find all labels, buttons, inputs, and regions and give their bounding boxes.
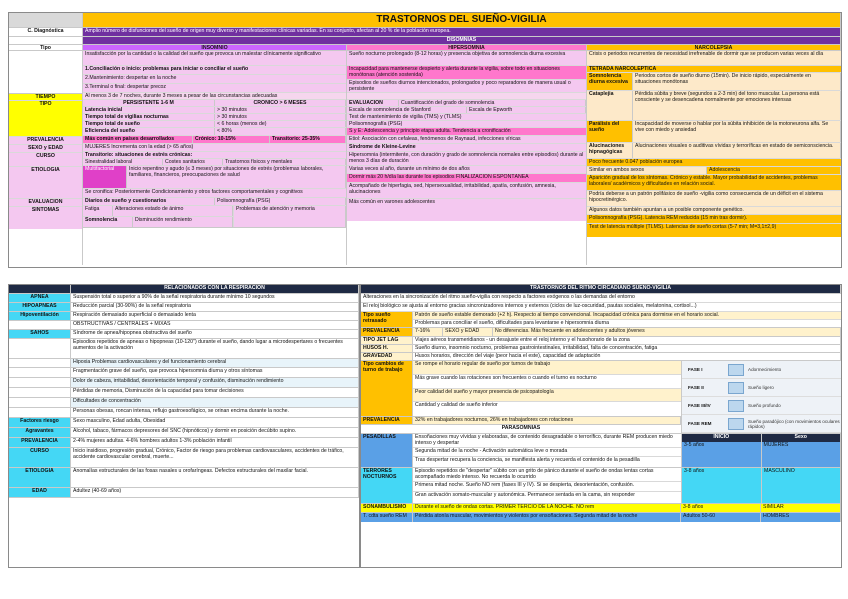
kl-title: Síndrome de Kleine-Levine	[347, 144, 586, 152]
sleep-figure-icon	[728, 400, 744, 412]
resp-row-text: Respiración demasiado superficial o demasiado lenta	[71, 312, 359, 320]
sexo-header: Sexo	[762, 434, 842, 442]
resp-row	[9, 448, 359, 468]
pes-sexo: MUJERES	[762, 442, 842, 467]
resp-row-text: Dificultades de concentración	[71, 398, 359, 407]
inicio-header: INICIO	[682, 434, 762, 442]
camb-label: Tipo cambios de turno de trabajo	[361, 361, 413, 416]
disomnias-header: DISOMNIAS	[83, 37, 841, 44]
resp-row	[9, 488, 359, 498]
resp-row-text: 2-4% mujeres adultas. 4-6% hombres adultos 1-3% población infantil	[71, 438, 359, 447]
fase-label: FASE I	[688, 367, 703, 372]
resp-row-text: OBSTRUCTIVAS / CENTRALES + MIXAS	[71, 321, 359, 329]
nar-poli: Polisomnografía (PSG). Latencia REM reducida (15 min tras dormir).	[587, 215, 841, 224]
sexo-label: SEXO y EDAD	[9, 145, 82, 153]
insomnio-header: INSOMNIO	[83, 45, 347, 50]
kl-3: Dormir más 20 h/día las durante los episodios FINALIZACIÓN ESPONTÁNEA	[347, 174, 586, 183]
tiempo-text: Al menos 3 de 7 noches, durante 3 meses a pesar de las circunstancias adecuadas	[83, 93, 346, 100]
eval-h-label: EVALUACIÓN	[347, 100, 399, 106]
resp-row-label	[9, 378, 71, 387]
resp-row	[9, 468, 359, 488]
prev-text: Más común en países desarrollados	[83, 136, 193, 143]
resp-row-text: Sexo masculino, Edad adulta, Obesidad	[71, 418, 359, 427]
resp-row	[9, 321, 359, 330]
resp-row	[9, 438, 359, 448]
resp-row-label: Factores riesgo	[9, 418, 71, 427]
resp-row-label	[9, 339, 71, 358]
cronico: CRÓNICO > 6 MESES	[215, 100, 346, 106]
fase-label: FASE II	[688, 385, 704, 390]
curso-c: Trastornos físicos y mentales	[223, 159, 346, 165]
sexo-text: MUJERES Incrementa con la edad (> 65 años)	[83, 144, 346, 152]
tlms: Test de mantenimiento de vigilia (TMS) y (TLMS)	[347, 114, 586, 121]
sint-e: Disminución rendimiento	[133, 217, 233, 227]
etio-label: ETIOLOGÍA	[9, 167, 82, 199]
pes-1: Ensoñaciones muy vívidas y elaboradas, de contenido desagradable o terrorífico, durante REM producen miedo intenso y despertar	[413, 434, 681, 448]
som-text: Periodos cortos de sueño diurno (15min). De inicio rápido, especialmente en situaciones monótonas	[633, 73, 841, 90]
resp-row	[9, 398, 359, 408]
ins-2: 2.Mantenimiento: despertar en la noche	[83, 75, 346, 84]
resp-row	[9, 303, 359, 312]
resp-row-text: Anomalías estructurales de las fosas nasales u orofaríngeas. Defectos estructurales del maxilar facial.	[71, 468, 359, 487]
tipo-label: Tipo	[9, 45, 83, 50]
resp-row-label	[9, 368, 71, 377]
som-label: Somnolencia diurna excesiva	[587, 73, 633, 90]
sleep-figure-icon	[728, 382, 744, 394]
sint-a: Fatiga	[83, 206, 113, 216]
nar-etio: Podría deberse a un patrón polifásico de sueño -vigilia como consecuencia de un déficit en el sistema hipocretinérgico.	[587, 191, 841, 207]
etio-c: Se cronifica: Posteriormente Condicionamiento y otros factores comportamentales y cognitivos	[83, 189, 346, 198]
resp-row-text: Dolor de cabeza, irritabilidad, desorientación temporal y confusión, disminución rendimiento	[71, 378, 359, 387]
epworth: Escala de Epworth	[467, 107, 586, 113]
resp-row-text: Adultez (40-69 años)	[71, 488, 359, 497]
persistente: PERSISTENTE 1-6 M	[83, 100, 215, 106]
tcs-inicio: Adultos 50-60	[681, 513, 761, 522]
fase-row	[682, 379, 841, 397]
resp-row	[9, 408, 359, 418]
evalu-label: EVALUACIÓN	[9, 199, 82, 207]
tcs-label: T. cdta sueño REM	[361, 513, 413, 522]
lat-value: > 30 minutos	[215, 107, 346, 113]
resp-row-text: Inicio insidioso, progresión gradual, Crónico, Factor de riesgo para problemas cardiovasculares, accidentes de tráfico, accidente cardiovascular cerebral, muerte...	[71, 448, 359, 467]
cronico-pct: Crónico: 10-15%	[193, 136, 270, 143]
fase-row	[682, 397, 841, 415]
resp-row	[9, 418, 359, 428]
resp-row	[9, 330, 359, 339]
stanford: Escala de somnolencia de Stanford	[347, 107, 467, 113]
nar-prev: Poco frecuente 0.047 población europea	[587, 159, 841, 167]
alu-label: Alucinaciones hipnagógicas	[587, 143, 633, 158]
ter-label: TERRORES NOCTURNOS	[361, 468, 413, 503]
kl-4: Acompañado de hiperfagia, sed, hipersexualidad, irritabilidad, apatía, confusión, amnesia, alucinaciones	[347, 183, 586, 199]
resp-row	[9, 339, 359, 359]
fase-label: FASE III/IV	[688, 403, 711, 408]
resp-row-label: CURSO	[9, 448, 71, 467]
resp-row-label	[9, 321, 71, 329]
resp-row	[9, 368, 359, 378]
nar-1: Crisis o periodos recurrentes de necesidad irrefrenable de dormir que se producen varias veces al día	[587, 51, 841, 66]
efic-label: Eficiencia del sueño	[83, 128, 215, 135]
resp-row-label	[9, 359, 71, 367]
lat-label: Latencia inicial	[83, 107, 215, 113]
resp-row-label: EDAD	[9, 488, 71, 497]
resp-row-label: ETIOLOGÍA	[9, 468, 71, 487]
resp-row-text: Suspensión total o superior a 90% de la señal respiratoria durante mínimo 10 segundos	[71, 294, 359, 302]
ins-1: 1.Conciliación o inicio: problemas para iniciar o conciliar el sueño	[83, 66, 346, 75]
respiracion-rows	[9, 294, 359, 498]
nar-test: Test de latencia múltiple (TLMS). Latencias de sueño cortas (5-7 min; M=3,1±2,9)	[587, 224, 841, 237]
fase-desc: Adormecimiento	[748, 367, 782, 372]
resp-row-label	[9, 408, 71, 417]
pes-label: PESADILLAS	[361, 434, 413, 467]
sint-d: Somnolencia	[83, 217, 133, 227]
resp-row-text: Síndrome de apnea/hipopnea obstructiva del sueño	[71, 330, 359, 338]
resp-row-text: Personas obesas, roncan intensa, reflujo gastroesofágico, se orinan encima durante la noche.	[71, 408, 359, 417]
resp-row-text: Reducción parcial (30-90%) de la señal respiratoria	[71, 303, 359, 311]
nar-curso: Aparición gradual de los síntomas. Crónico y estable. Mayor probabilidad de accidentes, problemas laborales/ académicos y dificultades en relación social.	[587, 175, 841, 191]
fase-row	[682, 361, 841, 379]
fase-desc: Sueño paradójico (con movimientos oculares rápidos)	[748, 418, 840, 429]
cat-label: Cataplejia	[587, 91, 633, 120]
curso-label: CURSO	[9, 153, 82, 167]
par-label: Parálisis del sueño	[587, 121, 633, 142]
page-title: TRASTORNOS DEL SUEÑO-VIGILIA	[83, 13, 841, 27]
kl-5: Más común en varones adolescentes	[347, 199, 586, 221]
evalu-a: Diarios de sueño y cuestionarios	[83, 198, 215, 205]
evalu-b: Polisomnografía (PSG)	[215, 198, 346, 205]
ter-1: Episodio repetidos de "despertar" súbito con un grito de pánico durante el sueño de ondas lentas cortas acompañado miedo intenso. No recuerda lo ocurrido	[413, 468, 681, 482]
resp-row-text: Hipoxia Problemas cardiovasculares y del funcionamiento cerebral	[71, 359, 359, 367]
resp-row	[9, 294, 359, 303]
camb-3: Peor calidad del sueño y mayor presencia de psicopatología	[413, 389, 681, 403]
prev-c: No diferencias. Más frecuente en adolescentes y adultos jóvenes	[493, 328, 841, 336]
ret-2: Problemas para conciliar el sueño, dificultades para levantarse e hipersomnia diurna	[415, 319, 610, 326]
husos-1: Sueño diurno, insomnio nocturno, problemas gastrointestinales, irritabilidad, falta de concentración, fatiga	[413, 345, 841, 352]
prev-label: PREVALENCIA	[9, 137, 82, 145]
curso-b: Costes sanitarios	[163, 159, 223, 165]
resp-row-text: Episodios repetidos de apneas o hipopneas (10-120'') durante el sueño, dando lugar a microdespertares o frecuentes aumentos de la activación	[71, 339, 359, 358]
sye: S y E: Adolescencia y principio etapa adulta. Tendencia a cronificación	[347, 128, 586, 136]
resp-row-label: SAHOS	[9, 330, 71, 338]
jet-1: Viajes aéreos transmeridianos - un desajuste entre el reloj interno y el husohorario de la zona	[413, 337, 841, 344]
tcs-sexo: HOMBRES	[761, 513, 841, 522]
sint-label: SINTOMAS	[9, 207, 82, 229]
curso-text: Transitorio: situaciones de estrés crónicas:	[83, 152, 346, 159]
circadiano-sheet	[360, 284, 842, 568]
resp-row	[9, 312, 359, 321]
husos-label: HUSOS H.	[361, 345, 413, 352]
etio-a: Multifactorial	[83, 166, 127, 188]
fase-desc: Sueño ligero	[748, 385, 774, 390]
ret-1: Patrón de sueño estable demorado (+2 h). Respecto al tiempo convencional. Incapacidad crónica para dormirse en el horario social.	[413, 312, 841, 320]
efic-value: < 80%	[215, 128, 346, 135]
fase-row	[682, 415, 841, 433]
camb-4: Cantidad y calidad de sueño inferior	[415, 402, 498, 409]
resp-row-label	[9, 388, 71, 397]
sleep-figure-icon	[728, 364, 744, 376]
curso-a: Sinestralidad laboral	[83, 159, 163, 165]
resp-row-text: Alcohol, tabaco, fármacos depresores del SNC (hipnóticos) y dormir en posición decúbito supino.	[71, 428, 359, 437]
tsueno-label: Tiempo total de sueño	[83, 121, 215, 127]
trans-pct: Transitorio: 25-35%	[270, 136, 346, 143]
camb-1: Se rompe el horario regular de sueño por turnos de trabajo	[413, 361, 681, 375]
circadiano-header: TRASTORNOS DEL RITMO CIRCADIANO SUEÑO-VIGILIA	[361, 285, 841, 293]
resp-row-text: Pérdidas de memoria, Disminución de la capacidad para tomar decisiones	[71, 388, 359, 397]
camb-2: Más grave cuando las rotaciones son frecuentes o cuando el turno es nocturno	[413, 375, 681, 389]
sint-c: Problemas de atención y memoria	[234, 206, 346, 227]
tiempo-label: TIEMPO	[9, 94, 82, 101]
eval-h-text: Cuantificación del grado de somnolencia	[399, 100, 586, 106]
diag-label: C. Diagnóstica	[9, 28, 83, 36]
kl-2: Varias veces al año, durante un mínimo de dos años	[347, 166, 586, 174]
resp-row-label: HIPOAPNEAS	[9, 303, 71, 311]
resp-row	[9, 359, 359, 368]
fase-desc: Sueño profundo	[748, 403, 781, 408]
circ-intro2: El reloj biológico se ajusta al entorno gracias sincronizadores internos y externos (ciclos de luz-oscuridad, pautas sociales, melatonina, cortisol...)	[361, 303, 841, 312]
prev2-label: PREVALENCIA	[361, 417, 413, 424]
par-text: Incapacidad de moverse o hablar por la súbita inhibición de la motoneurona alfa. Se vive con miedo y ansiedad	[633, 121, 841, 142]
polig: Polisomnografía (PSG)	[347, 121, 586, 128]
resp-row-label: Agravantes	[9, 428, 71, 437]
fases-panel	[682, 361, 841, 433]
ter-2: Primera mitad noche. Sueño NO rem (fases III y IV). Si se despierta, desorientación, confusión.	[413, 482, 681, 493]
ter-3: Gran activación somato-muscular y autonómica. Permanece sentada en la cama, sin responder	[415, 492, 636, 499]
grav-label: GRAVEDAD	[361, 353, 413, 360]
etio-b: Inicio repentino y agudo (≤ 3 meses) por situaciones de estrés (problemas laborales, familiares, financieros, preocupaciones de salud	[127, 166, 346, 188]
ret-label: Tipo sueño retrasado	[361, 312, 413, 327]
top-sheet	[8, 12, 842, 268]
hip-3: Episodios de sueños diurnos intencionados, prolongados y poco reparadores de manera usual o persistente	[347, 80, 586, 93]
prev-c-label: PREVALENCIA	[361, 328, 413, 336]
jet-label: TIPO JET LAG	[361, 337, 413, 344]
resp-row	[9, 428, 359, 438]
son-sexo: SIMILAR	[761, 504, 841, 512]
sleep-figure-icon	[728, 418, 744, 430]
respiracion-sheet	[8, 284, 360, 568]
son-1: Durante el sueño de ondas cortas. PRIMER TERCIO DE LA NOCHE. NO rem	[413, 504, 681, 512]
nar-etio2: Algunos datos también apuntan a un posible componente genético.	[587, 207, 841, 215]
sint-b: Alteraciones estado de ánimo	[113, 206, 233, 216]
pes-inicio: 3-5 años	[682, 442, 762, 467]
tnoct-value: > 30 minutos	[215, 114, 346, 120]
ins-3: 3.Terminal o final: despertar precoz	[83, 84, 346, 93]
grav-1: Husos horarios, dirección del viaje (peor hacia el este), capacidad de adaptación	[413, 353, 841, 360]
tipo2-label: TIPO	[9, 101, 82, 137]
kl-text: Hipersomnia (intermitente, con duración y grado de somnolencia normales entre episodios) durante al menos 3 días de duración	[347, 152, 586, 166]
diag-text: Amplio número de disfunciones del sueño de origen muy diverso y manifestaciones clínicas variadas. En su conjunto, afectan al 20 % de la población europea.	[83, 28, 841, 36]
resp-row	[9, 378, 359, 388]
son-label: SONAMBULISMO	[361, 504, 413, 512]
tetrada: TÉTRADA NARCOLÉPTICA	[587, 66, 841, 73]
respiracion-header: RELACIONADOS CON LA RESPIRACIÓN	[71, 285, 359, 293]
pes-2: Segunda mitad de la noche - Activación automática leve o morada	[413, 448, 681, 458]
pes-3: Tras despertar recupera la conciencia, se manifiesta alerta y recuerda el contenido de la pesadilla	[415, 457, 640, 464]
fase-label: FASE REM	[688, 421, 712, 426]
ter-inicio: 3-8 años	[682, 468, 762, 503]
nar-ado: Adolescencia	[707, 167, 841, 174]
ins-def: Insatisfacción por la cantidad o la calidad del sueño que provoca un malestar clínicamente significativo	[83, 51, 346, 66]
hip-1: Sueño nocturno prolongado (8-12 horas) y presencia objetiva de somnolencia diurna excesiva	[347, 51, 586, 66]
hip-2: Incapacidad para mantenerse despierto y alerta durante la vigilia, sobre todo en situaciones monótonas (atención sostenida)	[347, 66, 586, 80]
narcolepsia-header: NARCOLEPSIA	[587, 45, 841, 50]
resp-row	[9, 388, 359, 398]
resp-row-text: Fragmentación grave del sueño, que provoca hipersomnia diurna y otros síntomas	[71, 368, 359, 377]
resp-row-label: APNEA	[9, 294, 71, 302]
ter-sexo: MASCULINO	[762, 468, 841, 503]
circ-intro1: Alteraciones en la sincronización del ritmo sueño-vigilia con respecto a factores exógenos o las demandas del entorno	[361, 294, 841, 303]
nar-sim: Similar en ambos sexos	[587, 167, 707, 174]
prev-a: 7-16%	[413, 328, 443, 336]
tsueno-value: < 6 horas (menos de)	[215, 121, 346, 127]
resp-row-label: PREVALENCIA	[9, 438, 71, 447]
son-inicio: 3-8 años	[681, 504, 761, 512]
tcs-1: Pérdida atonía muscular, movimientos y violentos por ensoñaciones. Segunda mitad de la noche	[413, 513, 681, 522]
parasomnias-header: PARASOMNIAS	[501, 425, 541, 431]
alu-text: Alucinaciones visuales o auditivas vívidas y terroríficas en estado de semiconsciencia.	[633, 143, 841, 158]
resp-row-label: Hipoventilación	[9, 312, 71, 320]
etiol-h: Etiol: Asociación con cefaleas, fenómenos de Raynaud, infecciones víricas	[347, 136, 586, 144]
corner-cell	[9, 13, 83, 27]
cat-text: Pérdida súbita y breve (segundos a 2-3 min) del tono muscular. La persona está consciente y se desencadena normalmente por emociones intensas	[633, 91, 841, 120]
prev2-text: 32% en trabajadores nocturnos, 26% en trabajadores con rotaciones	[413, 417, 681, 424]
hipersomnia-header: HIPERSOMNIA	[347, 45, 587, 50]
prev-b: SEXO y EDAD	[443, 328, 493, 336]
resp-row-label	[9, 398, 71, 407]
tnoct-label: Tiempo total de vigilias nocturnas	[83, 114, 215, 120]
